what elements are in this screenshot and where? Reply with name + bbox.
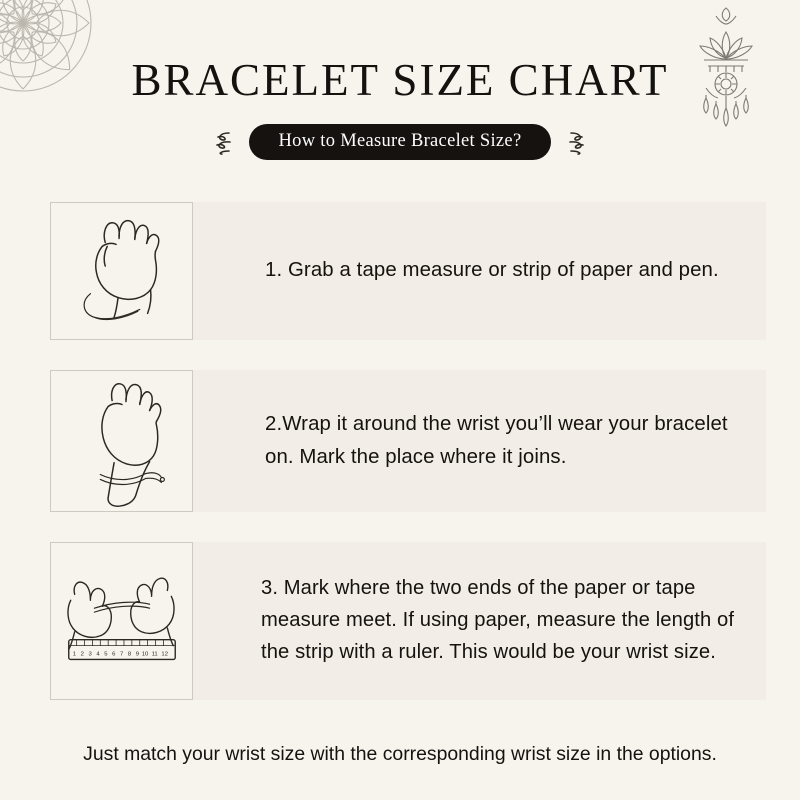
svg-text:5: 5: [104, 651, 108, 658]
svg-text:9: 9: [135, 651, 140, 658]
svg-text:7: 7: [120, 651, 124, 658]
subtitle-pill: How to Measure Bracelet Size?: [249, 124, 552, 160]
svg-text:2: 2: [80, 651, 84, 658]
svg-text:1: 1: [72, 651, 76, 658]
step-2-illustration: [50, 370, 193, 512]
svg-text:11: 11: [151, 651, 158, 658]
subtitle-row: [0, 124, 800, 160]
svg-text:10: 10: [141, 651, 149, 658]
svg-text:4: 4: [96, 651, 100, 658]
svg-text:6: 6: [112, 651, 116, 658]
step-3-text: 3. Mark where the two ends of the paper or tape measure meet. If using paper, measure the length of the strip with a ruler. This would be your wrist size.: [261, 577, 735, 663]
step-item-3: [50, 542, 766, 700]
svg-text:8: 8: [127, 651, 132, 658]
step-2-text: 2.Wrap it around the wrist you’ll wear your bracelet on. Mark the place where it joins.: [265, 412, 728, 468]
step-item-1: [50, 202, 766, 340]
step-item-2: [50, 370, 766, 512]
svg-text:12: 12: [161, 651, 169, 658]
step-3-illustration: [50, 542, 193, 700]
footer-note: Just match your wrist size with the corresponding wrist size in the options.: [83, 743, 717, 765]
steps-list: [50, 202, 766, 722]
page-title: BRACELET SIZE CHART: [131, 55, 669, 105]
step-1-illustration: [50, 202, 193, 340]
svg-text:3: 3: [88, 651, 92, 658]
swirl-flourish-left-icon: [209, 129, 235, 155]
step-1-text: 1. Grab a tape measure or strip of paper and pen.: [265, 259, 719, 282]
swirl-flourish-right-icon: [565, 129, 591, 155]
